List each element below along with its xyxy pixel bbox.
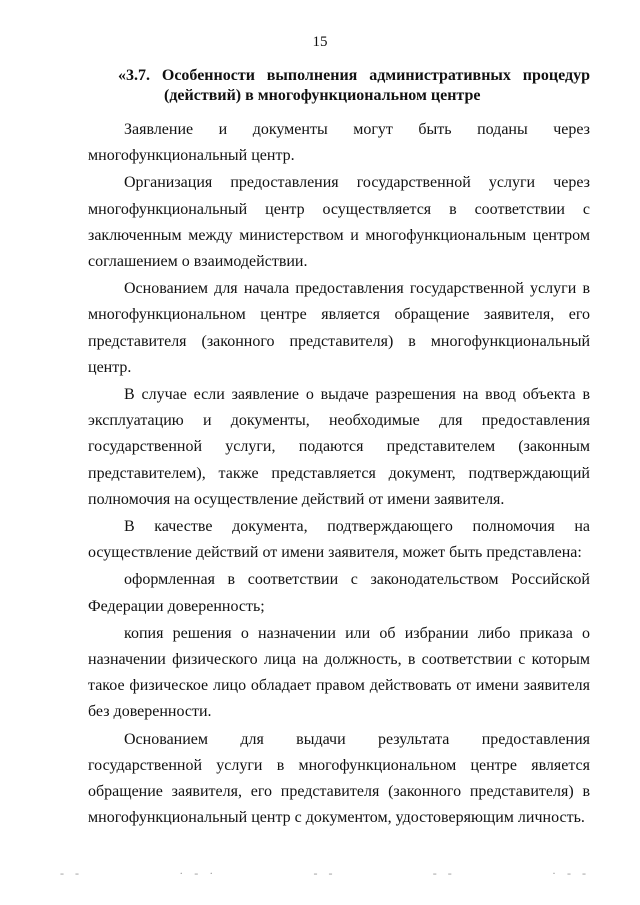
scan-mark: · ‐ · bbox=[179, 866, 218, 880]
paragraph: Основанием для выдачи результата предоставления государственной услуги в многофункциональном центре является обращение заявителя, его представителя (законного представителя) в многофункциональный центр с документом, удостоверяющим личность. bbox=[88, 730, 590, 827]
scan-artifact-marks bbox=[60, 866, 590, 881]
paragraph: Организация предоставления государственной услуги через многофункциональный центр осуществляется в соответствии с заключенным между министерством и многофункциональным центром соглашением о взаимодействии. bbox=[88, 174, 590, 271]
section-heading bbox=[118, 66, 590, 106]
paragraph: оформленная в соответствии с законодательством Российской Федерации доверенность; bbox=[88, 571, 590, 615]
paragraph: В случае если заявление о выдаче разрешения на ввод объекта в эксплуатацию и документы, необходимые для предоставления государственной услуги, подаются представителем (законным представителем), также представляется документ, подтверждающий полномочия на осуществление действий от имени заявителя. bbox=[88, 386, 590, 508]
page-number: 15 bbox=[312, 34, 328, 50]
paragraph: Основанием для начала предоставления государственной услуги в многофункциональном центре является обращение заявителя, его представителя (законного представителя) в многофункциональный центр. bbox=[88, 280, 590, 376]
paragraph: В качестве документа, подтверждающего полномочия на осуществление действий от имени заявителя, может быть представлена: bbox=[88, 518, 590, 562]
paragraph: Заявление и документы могут быть поданы через многофункциональный центр. bbox=[88, 121, 590, 165]
scan-mark: ‐ ‐ bbox=[60, 866, 83, 880]
body-text bbox=[88, 117, 590, 831]
scan-mark: ‐ ‐ bbox=[432, 866, 456, 880]
section-heading-line-2: (действий) в многофункциональном центре bbox=[164, 87, 481, 104]
paragraph: копия решения о назначении или об избрании либо приказа о назначении физического лица на должность, в соответствии с которым такое физическое лицо обладает правом действовать от имени заявителя без доверенности. bbox=[88, 624, 590, 721]
scan-mark: ‐ ‐ bbox=[313, 866, 337, 880]
scan-mark: · ‐ ‐ bbox=[552, 866, 590, 880]
section-heading-line-1: «3.7. Особенности выполнения административных процедур bbox=[118, 67, 590, 84]
